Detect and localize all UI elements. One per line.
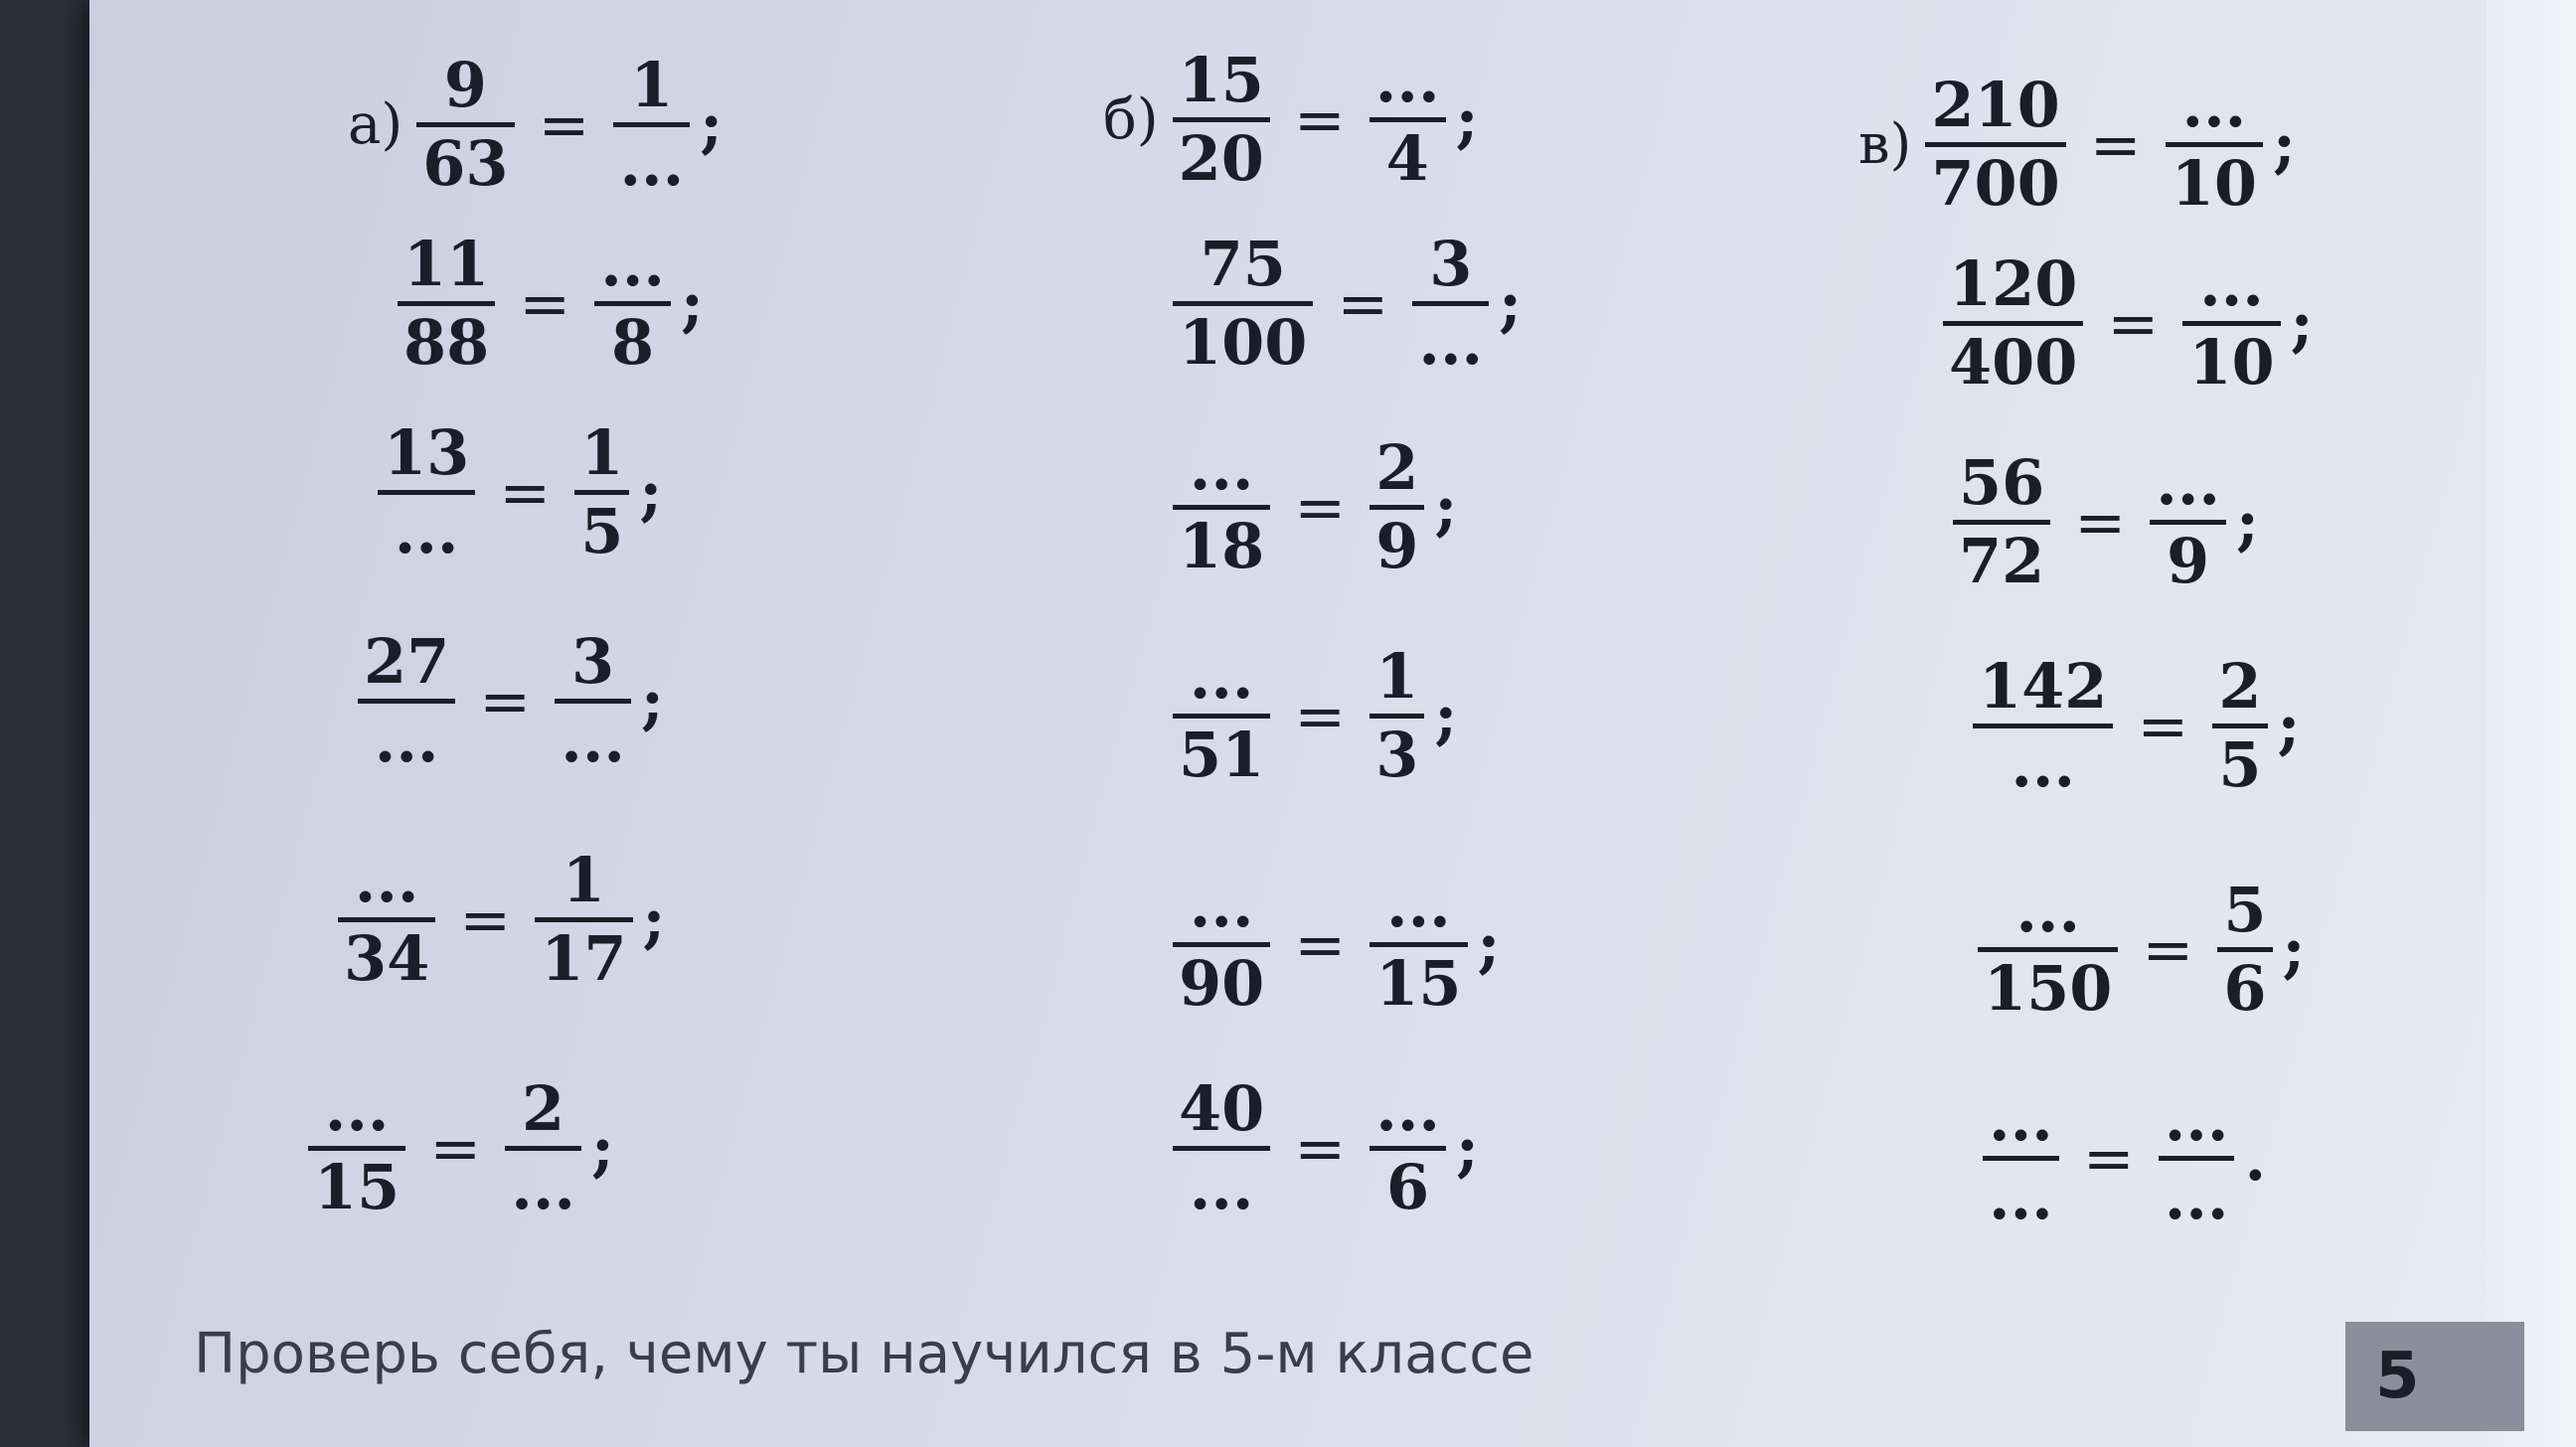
equals-sign: = [2074, 486, 2127, 559]
denominator: ... [2011, 728, 2076, 801]
numerator: 1 [630, 49, 674, 121]
numerator: ... [2015, 874, 2081, 946]
right-fraction [1369, 44, 1446, 195]
denominator: 5 [2218, 728, 2262, 801]
separator: ; [1455, 83, 1479, 156]
separator: ; [1456, 1112, 1479, 1185]
equals-sign: = [1294, 471, 1347, 544]
numerator: ... [2164, 1082, 2229, 1155]
exercise-letter: б) [1103, 87, 1159, 152]
left-fraction [1173, 44, 1270, 195]
denominator: 15 [314, 1151, 401, 1223]
numerator: 27 [364, 625, 450, 698]
separator: ; [2282, 913, 2306, 986]
left-fraction [1173, 869, 1270, 1020]
right-fraction [535, 844, 632, 995]
exercise-letter: в) [1858, 112, 1912, 177]
denominator: ... [1189, 1151, 1254, 1223]
denominator: 8 [611, 306, 655, 379]
numerator: 13 [384, 416, 470, 489]
equals-sign: = [2089, 108, 2142, 181]
equals-sign: = [479, 665, 532, 737]
equals-sign: = [2082, 1122, 2135, 1195]
separator: ; [2290, 287, 2314, 360]
denominator: 5 [580, 495, 624, 567]
numerator: ... [1189, 869, 1254, 941]
fraction-equation [1978, 874, 2306, 1025]
denominator: ... [619, 127, 685, 200]
left-fraction [308, 1072, 405, 1223]
fraction-equation [338, 844, 666, 995]
left-fraction [398, 228, 495, 379]
separator: ; [1434, 471, 1458, 544]
equals-sign: = [2142, 913, 2194, 986]
page-number: 5 [2345, 1322, 2524, 1431]
denominator: 9 [1375, 510, 1419, 582]
equals-sign: = [1294, 908, 1347, 981]
equals-sign: = [1294, 680, 1347, 752]
numerator: ... [2181, 69, 2247, 141]
numerator: ... [1375, 1072, 1440, 1145]
fraction-equation [398, 228, 704, 379]
equals-sign: = [2107, 287, 2160, 360]
denominator: 51 [1179, 719, 1265, 791]
numerator: ... [354, 844, 419, 916]
page-edge [2487, 0, 2576, 1447]
numerator: 2 [2218, 650, 2262, 723]
numerator: 3 [1429, 228, 1473, 300]
denominator: 4 [1385, 122, 1429, 195]
right-fraction [1369, 869, 1467, 1020]
numerator: 2 [1375, 431, 1419, 504]
denominator: 3 [1375, 719, 1419, 791]
left-fraction [1173, 1072, 1270, 1223]
right-fraction [1369, 431, 1424, 582]
fraction-equation [348, 49, 724, 200]
separator: ; [700, 88, 724, 161]
denominator: 9 [2167, 525, 2210, 597]
fraction-equation [378, 416, 663, 567]
numerator: 2 [522, 1072, 565, 1145]
right-fraction [2166, 69, 2263, 220]
numerator: 40 [1179, 1072, 1265, 1145]
denominator: ... [1418, 306, 1484, 379]
right-fraction [2217, 874, 2272, 1025]
denominator: 88 [403, 306, 490, 379]
separator: . [2244, 1122, 2267, 1195]
numerator: 9 [443, 49, 487, 121]
numerator: 15 [1178, 44, 1264, 116]
numerator: 1 [562, 844, 605, 916]
fraction-equation [1983, 1082, 2267, 1233]
separator: ; [2277, 690, 2301, 762]
fraction-equation [1103, 44, 1479, 195]
denominator: ... [511, 1151, 575, 1223]
denominator: 400 [1949, 326, 2078, 399]
denominator: 100 [1179, 306, 1308, 379]
equals-sign: = [499, 456, 552, 529]
right-fraction [555, 625, 631, 776]
footer-caption: Проверь себя, чему ты научился в 5-м классе [194, 1322, 1534, 1386]
numerator: 56 [1959, 446, 2045, 519]
numerator: 75 [1200, 228, 1286, 300]
right-fraction [2212, 650, 2267, 801]
fraction-equation [358, 625, 664, 776]
denominator: 6 [2223, 952, 2267, 1025]
denominator: 34 [344, 922, 430, 995]
numerator: 142 [1979, 650, 2108, 723]
denominator: 63 [422, 127, 509, 200]
denominator: ... [561, 704, 625, 776]
right-fraction [613, 49, 690, 200]
left-fraction [1925, 69, 2065, 220]
denominator: ... [394, 495, 459, 567]
numerator: 3 [571, 625, 615, 698]
numerator: ... [1989, 1082, 2053, 1155]
left-fraction [378, 416, 475, 567]
equals-sign: = [2137, 690, 2189, 762]
right-fraction [1369, 640, 1424, 791]
denominator: 700 [1931, 147, 2060, 220]
left-fraction [1943, 247, 2083, 399]
separator: ; [639, 456, 663, 529]
left-fraction [1978, 874, 2118, 1025]
right-fraction [1369, 1072, 1446, 1223]
fraction-equation [1173, 228, 1523, 379]
fraction-equation [1858, 69, 2296, 220]
numerator: ... [1385, 869, 1451, 941]
equals-sign: = [1293, 83, 1346, 156]
fraction-equation [1173, 431, 1458, 582]
left-fraction [416, 49, 514, 200]
fraction-equation [1943, 247, 2314, 399]
fraction-equation [1173, 1072, 1479, 1223]
denominator: 20 [1178, 122, 1264, 195]
denominator: 10 [2188, 326, 2275, 399]
separator: ; [681, 267, 704, 340]
fraction-equation [1973, 650, 2301, 801]
numerator: ... [1374, 44, 1440, 116]
numerator: ... [600, 228, 665, 300]
numerator: 1 [1375, 640, 1419, 713]
numerator: ... [2156, 446, 2220, 519]
numerator: 120 [1949, 247, 2078, 320]
equals-sign: = [1337, 267, 1389, 340]
separator: ; [1499, 267, 1523, 340]
right-fraction [505, 1072, 581, 1223]
fraction-equation [1173, 640, 1458, 791]
left-fraction [1983, 1082, 2059, 1233]
denominator: 90 [1179, 947, 1265, 1020]
fraction-equation [1173, 869, 1501, 1020]
right-fraction [574, 416, 629, 567]
denominator: 15 [1375, 947, 1462, 1020]
denominator: 10 [2171, 147, 2258, 220]
separator: ; [1434, 680, 1458, 752]
numerator: 210 [1931, 69, 2060, 141]
right-fraction [2159, 1082, 2235, 1233]
separator: ; [1477, 908, 1501, 981]
separator: ; [642, 884, 666, 956]
equals-sign: = [459, 884, 512, 956]
right-fraction [1412, 228, 1489, 379]
denominator: ... [1989, 1161, 2053, 1233]
right-fraction [2150, 446, 2226, 597]
equals-sign: = [519, 267, 571, 340]
right-fraction [594, 228, 671, 379]
numerator: ... [324, 1072, 390, 1145]
numerator: ... [1189, 431, 1254, 504]
equals-sign: = [1294, 1112, 1347, 1185]
denominator: 72 [1959, 525, 2045, 597]
left-fraction [1173, 640, 1270, 791]
separator: ; [2273, 108, 2296, 181]
denominator: ... [2164, 1161, 2229, 1233]
denominator: ... [374, 704, 439, 776]
left-fraction [338, 844, 435, 995]
left-fraction [1173, 228, 1313, 379]
numerator: ... [1189, 640, 1254, 713]
left-fraction [1973, 650, 2113, 801]
numerator: ... [2199, 247, 2264, 320]
denominator: 17 [541, 922, 627, 995]
numerator: 5 [2223, 874, 2267, 946]
equals-sign: = [538, 88, 590, 161]
left-fraction [358, 625, 455, 776]
numerator: 11 [403, 228, 490, 300]
denominator: 150 [1984, 952, 2113, 1025]
fraction-equation [308, 1072, 614, 1223]
left-fraction [1173, 431, 1270, 582]
fraction-equation [1953, 446, 2259, 597]
separator: ; [641, 665, 664, 737]
separator: ; [2236, 486, 2259, 559]
equals-sign: = [429, 1112, 482, 1185]
exercise-letter: а) [348, 92, 403, 157]
denominator: 6 [1386, 1151, 1430, 1223]
left-fraction [1953, 446, 2050, 597]
denominator: 18 [1179, 510, 1265, 582]
numerator: 1 [580, 416, 624, 489]
right-fraction [2182, 247, 2280, 399]
separator: ; [591, 1112, 614, 1185]
